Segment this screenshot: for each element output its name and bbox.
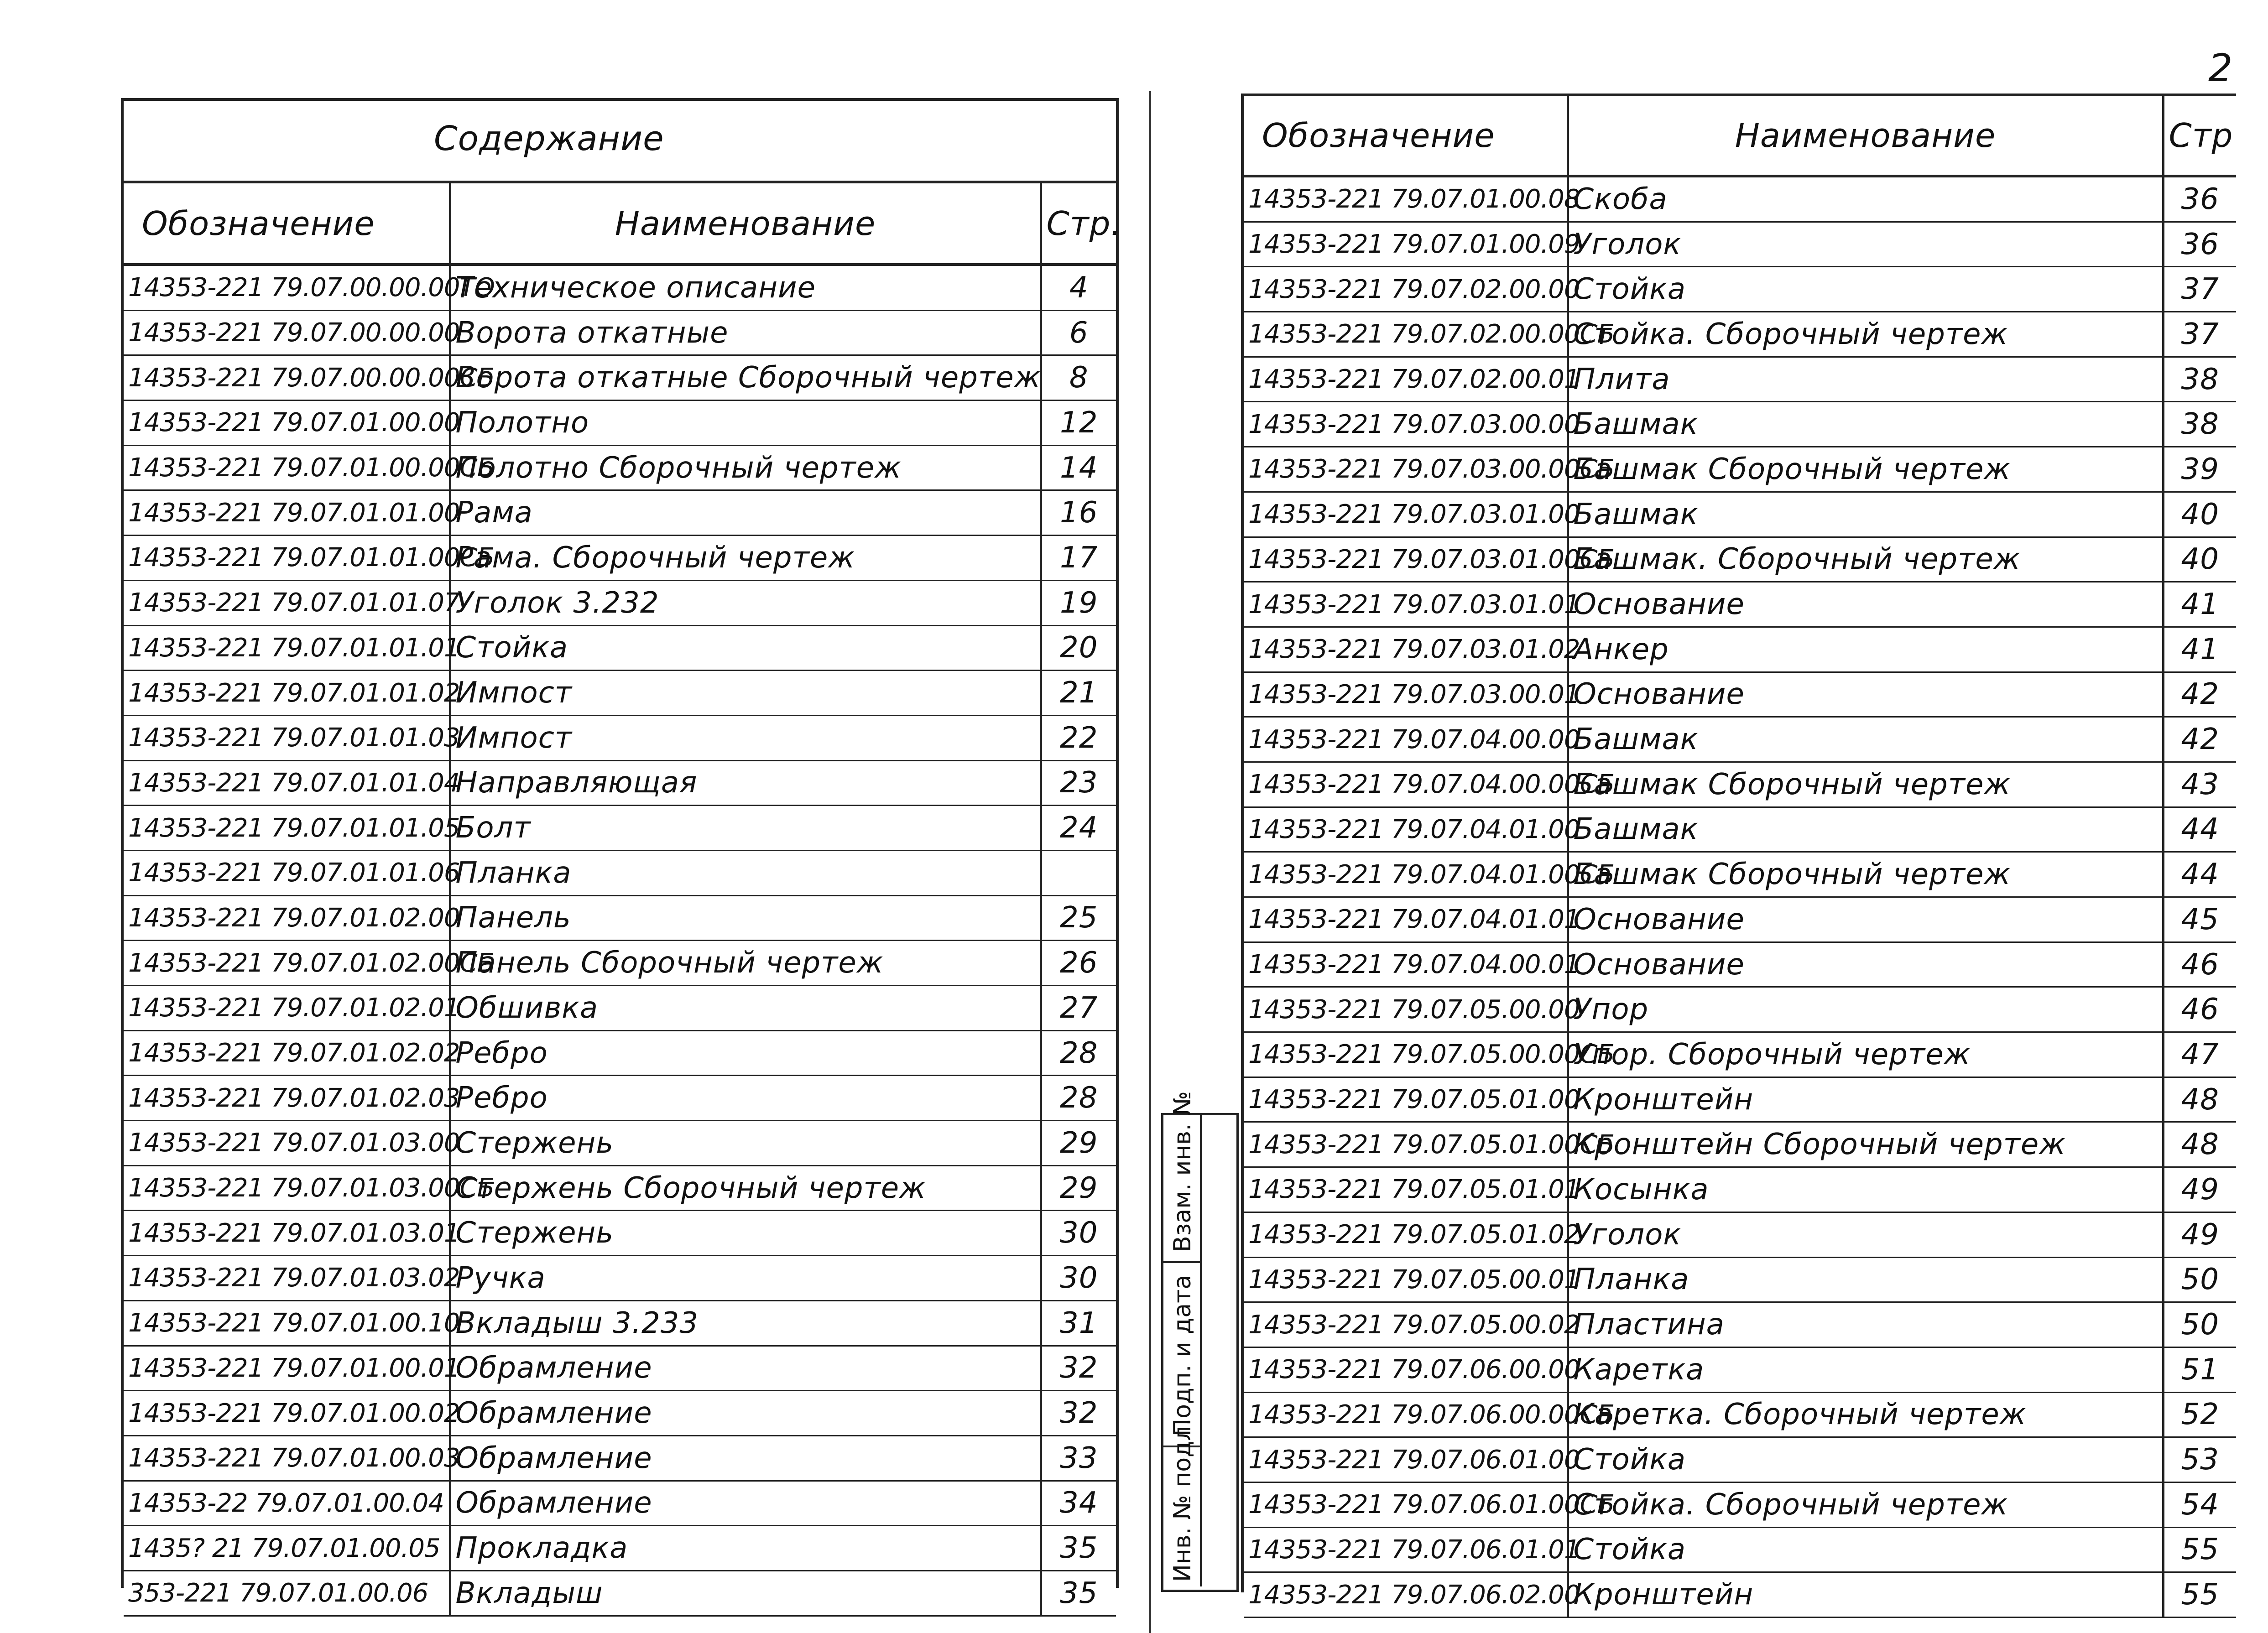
table-row [1244, 1167, 2236, 1212]
sheet-separator [1149, 91, 1151, 1633]
name-cell: Кронштейн Сборочный чертеж [1568, 1122, 2163, 1167]
name-cell: Панель [450, 895, 1041, 941]
page-cell: 22 [1041, 715, 1116, 760]
name-cell: Каретка. Сборочный чертеж [1568, 1392, 2163, 1437]
table-row [124, 445, 1116, 490]
page-cell: 32 [1041, 1391, 1116, 1436]
designation-cell: 14353-221 79.07.01.02.01 [124, 986, 450, 1031]
table-row [1244, 897, 2236, 942]
table-row [124, 806, 1116, 851]
page-cell: 28 [1041, 1030, 1116, 1076]
table-row [124, 1435, 1116, 1481]
designation-cell: 14353-221 79.07.04.01.01 [1244, 897, 1568, 942]
right-table [1244, 96, 2236, 1618]
designation-cell: 14353-221 79.07.03.01.01 [1244, 582, 1568, 627]
contents-title-row [124, 101, 1116, 183]
name-cell: Стойка [1568, 267, 2163, 312]
name-cell: Башмак Сборочный чертеж [1568, 447, 2163, 492]
table-row [1244, 447, 2236, 492]
designation-cell: 14353-221 79.07.01.03.00СБ [124, 1165, 450, 1211]
right-header-row [1244, 96, 2236, 176]
table-row [124, 1121, 1116, 1166]
designation-cell: 14353-221 79.07.03.00.00 [1244, 402, 1568, 447]
table-row [1244, 762, 2236, 807]
designation-cell: 14353-221 79.07.05.01.00СБ [1244, 1122, 1568, 1167]
table-row [1244, 987, 2236, 1032]
page-cell: 44 [2163, 852, 2236, 897]
page-cell: 51 [2163, 1347, 2236, 1392]
designation-cell: 14353-221 79.07.01.01.02 [124, 671, 450, 716]
page-cell: 24 [1041, 806, 1116, 851]
table-row [124, 1346, 1116, 1391]
table-row [124, 1571, 1116, 1616]
stamp-cell-inventory [1163, 1418, 1202, 1586]
page-cell: 4 [1041, 265, 1116, 310]
page-cell: 49 [2163, 1212, 2236, 1257]
designation-cell: 14353-221 79.07.06.01.00 [1244, 1437, 1568, 1482]
page-cell: 53 [2163, 1437, 2236, 1482]
table-row [124, 536, 1116, 581]
name-cell: Стержень Сборочный чертеж [450, 1165, 1041, 1211]
table-row [124, 1300, 1116, 1346]
name-cell: Уголок [1568, 1212, 2163, 1257]
page-cell: 44 [2163, 807, 2236, 852]
name-cell: Обрамление [450, 1391, 1041, 1436]
designation-cell: 14353-221 79.07.04.01.00 [1244, 807, 1568, 852]
page-cell: 25 [1041, 895, 1116, 941]
page-cell: 38 [2163, 402, 2236, 447]
left-table [124, 183, 1122, 1617]
designation-cell: 14353-221 79.07.05.01.00 [1244, 1077, 1568, 1122]
designation-cell: 14353-221 79.07.01.00.00СБ [124, 445, 450, 490]
left-header-row [124, 183, 1116, 265]
name-cell: Планка [450, 850, 1041, 895]
designation-cell: 14353-221 79.07.06.00.00СБ [1244, 1392, 1568, 1437]
designation-cell: 14353-221 79.07.06.01.01 [1244, 1527, 1568, 1572]
name-cell: Основание [1568, 582, 2163, 627]
name-cell: Планка [1568, 1257, 2163, 1302]
name-cell: Упор [1568, 987, 2163, 1032]
page-cell: 23 [1041, 760, 1116, 806]
table-row [1244, 672, 2236, 717]
designation-cell: 14353-221 79.07.03.01.00СБ [1244, 537, 1568, 582]
table-row [1244, 357, 2236, 402]
stamp-label-replacement: Взам. инв. № [1169, 1091, 1196, 1252]
designation-cell: 14353-221 79.07.01.00.09 [1244, 222, 1568, 267]
designation-cell: 1435? 21 79.07.01.00.05 [124, 1526, 450, 1571]
designation-cell: 14353-221 79.07.01.01.00СБ [124, 536, 450, 581]
name-cell: Вкладыш [450, 1571, 1041, 1616]
page-cell: 17 [1041, 536, 1116, 581]
name-cell: Каретка [1568, 1347, 2163, 1392]
stamp-label-inventory: Инв. № подл. [1169, 1418, 1196, 1582]
column-header-designation: Обозначение [1244, 96, 1568, 176]
name-cell: Импост [450, 715, 1041, 760]
page-cell: 12 [1041, 400, 1116, 446]
table-row [1244, 222, 2236, 267]
name-cell: Полотно Сборочный чертеж [450, 445, 1041, 490]
designation-cell: 14353-221 79.07.01.01.01 [124, 625, 450, 671]
page-cell: 29 [1041, 1121, 1116, 1166]
name-cell: Направляющая [450, 760, 1041, 806]
page-cell: 35 [1041, 1526, 1116, 1571]
name-cell: Стойка. Сборочный чертеж [1568, 312, 2163, 357]
name-cell: Полотно [450, 400, 1041, 446]
name-cell: Обшивка [450, 986, 1041, 1031]
designation-cell: 14353-221 79.07.01.01.04 [124, 760, 450, 806]
table-row [1244, 1572, 2236, 1617]
designation-cell: 14353-221 79.07.01.02.00СБ [124, 941, 450, 986]
name-cell: Башмак. Сборочный чертеж [1568, 537, 2163, 582]
name-cell: Болт [450, 806, 1041, 851]
designation-cell: 14353-221 79.07.01.02.03 [124, 1076, 450, 1121]
column-header-page: Стр [2163, 96, 2236, 176]
contents-table-right [1241, 94, 2236, 1612]
table-row [1244, 402, 2236, 447]
table-row [1244, 176, 2236, 222]
name-cell: Башмак [1568, 807, 2163, 852]
designation-cell: 14353-221 79.07.06.02.00 [1244, 1572, 1568, 1617]
designation-cell: 14353-221 79.07.01.00.00 [124, 400, 450, 446]
name-cell: Плита [1568, 357, 2163, 402]
page-cell: 50 [2163, 1257, 2236, 1302]
page-cell: 41 [2163, 627, 2236, 672]
page-cell: 6 [1041, 310, 1116, 355]
name-cell: Техническое описание [450, 265, 1041, 310]
table-row [1244, 492, 2236, 537]
page-cell: 20 [1041, 625, 1116, 671]
page-cell: 49 [2163, 1167, 2236, 1212]
name-cell: Башмак Сборочный чертеж [1568, 762, 2163, 807]
table-row [124, 1256, 1116, 1301]
name-cell: Обрамление [450, 1481, 1041, 1526]
name-cell: Панель Сборочный чертеж [450, 941, 1041, 986]
page-cell: 52 [2163, 1392, 2236, 1437]
table-row [1244, 1347, 2236, 1392]
table-row [1244, 852, 2236, 897]
name-cell: Ворота откатные Сборочный чертеж [450, 355, 1041, 400]
page-cell: 36 [2163, 222, 2236, 267]
table-row [1244, 537, 2236, 582]
table-row [1244, 627, 2236, 672]
table-row [124, 1165, 1116, 1211]
page-cell: 19 [1041, 580, 1116, 625]
name-cell: Ребро [450, 1076, 1041, 1121]
column-header-name: Наименование [450, 183, 1041, 265]
name-cell: Анкер [1568, 627, 2163, 672]
designation-cell: 14353-221 79.07.01.03.01 [124, 1211, 450, 1256]
designation-cell: 14353-221 79.07.01.01.07 [124, 580, 450, 625]
table-row [1244, 1032, 2236, 1077]
designation-cell: 14353-221 79.07.02.00.00СБ [1244, 312, 1568, 357]
table-row [124, 310, 1116, 355]
name-cell: Стойка. Сборочный чертеж [1568, 1482, 2163, 1527]
designation-cell: 14353-221 79.07.01.00.01 [124, 1346, 450, 1391]
table-row [1244, 1437, 2236, 1482]
table-row [124, 490, 1116, 536]
name-cell: Обрамление [450, 1435, 1041, 1481]
table-row [124, 715, 1116, 760]
page-cell: 40 [2163, 492, 2236, 537]
name-cell: Уголок 3.232 [450, 580, 1041, 625]
designation-cell: 14353-221 79.07.05.01.01 [1244, 1167, 1568, 1212]
table-row [124, 355, 1116, 400]
name-cell: Импост [450, 671, 1041, 716]
page-cell: 28 [1041, 1076, 1116, 1121]
designation-cell: 14353-221 79.07.01.01.03 [124, 715, 450, 760]
designation-cell: 14353-221 79.07.00.00.00СБ [124, 355, 450, 400]
table-row [1244, 312, 2236, 357]
page-cell: 48 [2163, 1077, 2236, 1122]
designation-cell: 14353-221 79.07.03.00.00СБ [1244, 447, 1568, 492]
name-cell: Башмак [1568, 402, 2163, 447]
right-table-body [1244, 176, 2236, 1617]
column-header-page: Стр. [1041, 183, 1116, 265]
page-cell: 41 [2163, 582, 2236, 627]
name-cell: Кронштейн [1568, 1077, 2163, 1122]
designation-cell: 14353-221 79.07.05.00.02 [1244, 1302, 1568, 1347]
name-cell: Ребро [450, 1030, 1041, 1076]
page-cell: 26 [1041, 941, 1116, 986]
page-cell: 48 [2163, 1122, 2236, 1167]
stamp-cell-replacement [1163, 1091, 1202, 1263]
table-row [124, 1030, 1116, 1076]
name-cell: Башмак [1568, 492, 2163, 537]
table-row [1244, 1392, 2236, 1437]
page-cell: 27 [1041, 986, 1116, 1031]
table-row [124, 1211, 1116, 1256]
name-cell: Рама. Сборочный чертеж [450, 536, 1041, 581]
designation-cell: 14353-221 79.07.06.00.00 [1244, 1347, 1568, 1392]
table-row [124, 625, 1116, 671]
designation-cell: 14353-221 79.07.05.00.00 [1244, 987, 1568, 1032]
name-cell: Косынка [1568, 1167, 2163, 1212]
page-cell: 8 [1041, 355, 1116, 400]
name-cell: Стойка [1568, 1527, 2163, 1572]
page-cell [1041, 850, 1116, 895]
name-cell: Обрамление [450, 1346, 1041, 1391]
contents-title: Содержание [434, 119, 664, 158]
column-header-designation: Обозначение [124, 183, 450, 265]
name-cell: Ворота откатные [450, 310, 1041, 355]
table-row [124, 1076, 1116, 1121]
page-cell: 37 [2163, 267, 2236, 312]
table-row [1244, 1302, 2236, 1347]
designation-cell: 14353-22 79.07.01.00.04 [124, 1481, 450, 1526]
designation-cell: 14353-221 79.07.04.00.00 [1244, 717, 1568, 762]
page-cell: 32 [1041, 1346, 1116, 1391]
name-cell: Основание [1568, 672, 2163, 717]
designation-cell: 353-221 79.07.01.00.06 [124, 1571, 450, 1616]
designation-cell: 14353-221 79.07.04.01.00СБ [1244, 852, 1568, 897]
column-header-name: Наименование [1568, 96, 2163, 176]
table-row [1244, 1077, 2236, 1122]
table-row [124, 1481, 1116, 1526]
page-cell: 55 [2163, 1527, 2236, 1572]
name-cell: Скоба [1568, 176, 2163, 222]
table-row [124, 265, 1116, 310]
page-cell: 54 [2163, 1482, 2236, 1527]
name-cell: Упор. Сборочный чертеж [1568, 1032, 2163, 1077]
page-cell: 31 [1041, 1300, 1116, 1346]
designation-cell: 14353-221 79.07.04.00.01 [1244, 942, 1568, 987]
designation-cell: 14353-221 79.07.01.01.06 [124, 850, 450, 895]
page-cell: 39 [2163, 447, 2236, 492]
page-cell: 46 [2163, 987, 2236, 1032]
table-row [124, 580, 1116, 625]
table-row [1244, 1122, 2236, 1167]
table-row [1244, 582, 2236, 627]
table-row [1244, 1257, 2236, 1302]
table-row [124, 941, 1116, 986]
table-row [124, 400, 1116, 446]
page-number: 2 [2208, 46, 2233, 90]
page-cell: 30 [1041, 1211, 1116, 1256]
designation-cell: 14353-221 79.07.05.01.02 [1244, 1212, 1568, 1257]
page-cell: 16 [1041, 490, 1116, 536]
table-row [124, 986, 1116, 1031]
designation-cell: 14353-221 79.07.00.00.00 [124, 310, 450, 355]
designation-cell: 14353-221 79.07.01.00.08 [1244, 176, 1568, 222]
designation-cell: 14353-221 79.07.05.00.01 [1244, 1257, 1568, 1302]
designation-cell: 14353-221 79.07.00.00.00ТО [124, 265, 450, 310]
name-cell: Башмак Сборочный чертеж [1568, 852, 2163, 897]
designation-cell: 14353-221 79.07.03.01.02 [1244, 627, 1568, 672]
table-row [124, 760, 1116, 806]
name-cell: Вкладыш 3.233 [450, 1300, 1041, 1346]
name-cell: Уголок [1568, 222, 2163, 267]
designation-cell: 14353-221 79.07.03.00.01 [1244, 672, 1568, 717]
designation-cell: 14353-221 79.07.02.00.00 [1244, 267, 1568, 312]
table-row [124, 895, 1116, 941]
designation-cell: 14353-221 79.07.01.02.00 [124, 895, 450, 941]
name-cell: Прокладка [450, 1526, 1041, 1571]
designation-cell: 14353-221 79.07.01.02.02 [124, 1030, 450, 1076]
name-cell: Основание [1568, 942, 2163, 987]
table-row [1244, 1212, 2236, 1257]
name-cell: Стойка [1568, 1437, 2163, 1482]
name-cell: Башмак [1568, 717, 2163, 762]
name-cell: Ручка [450, 1256, 1041, 1301]
page-cell: 42 [2163, 717, 2236, 762]
designation-cell: 14353-221 79.07.01.00.02 [124, 1391, 450, 1436]
designation-cell: 14353-221 79.07.05.00.00СБ [1244, 1032, 1568, 1077]
page-cell: 55 [2163, 1572, 2236, 1617]
page-cell: 37 [2163, 312, 2236, 357]
name-cell: Стойка [450, 625, 1041, 671]
page-cell: 21 [1041, 671, 1116, 716]
page-cell: 40 [2163, 537, 2236, 582]
page-cell: 50 [2163, 1302, 2236, 1347]
page-cell: 34 [1041, 1481, 1116, 1526]
page-cell: 47 [2163, 1032, 2236, 1077]
table-row [124, 671, 1116, 716]
designation-cell: 14353-221 79.07.01.03.00 [124, 1121, 450, 1166]
name-cell: Кронштейн [1568, 1572, 2163, 1617]
page-cell: 36 [2163, 176, 2236, 222]
page-cell: 30 [1041, 1256, 1116, 1301]
table-row [124, 1526, 1116, 1571]
page-cell: 33 [1041, 1435, 1116, 1481]
designation-cell: 14353-221 79.07.01.03.02 [124, 1256, 450, 1301]
table-row [1244, 717, 2236, 762]
designation-cell: 14353-221 79.07.01.00.03 [124, 1435, 450, 1481]
designation-cell: 14353-221 79.07.01.01.00 [124, 490, 450, 536]
designation-cell: 14353-221 79.07.06.01.00СБ [1244, 1482, 1568, 1527]
designation-cell: 14353-221 79.07.04.00.00СБ [1244, 762, 1568, 807]
name-cell: Пластина [1568, 1302, 2163, 1347]
name-cell: Рама [450, 490, 1041, 536]
table-row [1244, 1482, 2236, 1527]
left-table-body [124, 265, 1116, 1616]
stamp-label-signature: Подп. и дата [1169, 1274, 1196, 1436]
designation-cell: 14353-221 79.07.01.00.10 [124, 1300, 450, 1346]
page-cell: 43 [2163, 762, 2236, 807]
designation-cell: 14353-221 79.07.03.01.00 [1244, 492, 1568, 537]
name-cell: Основание [1568, 897, 2163, 942]
name-cell: Стержень [450, 1211, 1041, 1256]
table-row [1244, 807, 2236, 852]
name-cell: Стержень [450, 1121, 1041, 1166]
page-cell: 38 [2163, 357, 2236, 402]
contents-table-left [121, 98, 1122, 1610]
table-row [124, 1391, 1116, 1436]
page-cell: 45 [2163, 897, 2236, 942]
side-stamp [1161, 1091, 1239, 1592]
page-cell: 29 [1041, 1165, 1116, 1211]
page-cell: 14 [1041, 445, 1116, 490]
designation-cell: 14353-221 79.07.01.01.05 [124, 806, 450, 851]
page-cell: 42 [2163, 672, 2236, 717]
page-cell: 35 [1041, 1571, 1116, 1616]
designation-cell: 14353-221 79.07.02.00.01 [1244, 357, 1568, 402]
page-cell: 46 [2163, 942, 2236, 987]
table-row [1244, 267, 2236, 312]
table-row [124, 850, 1116, 895]
table-row [1244, 942, 2236, 987]
table-row [1244, 1527, 2236, 1572]
